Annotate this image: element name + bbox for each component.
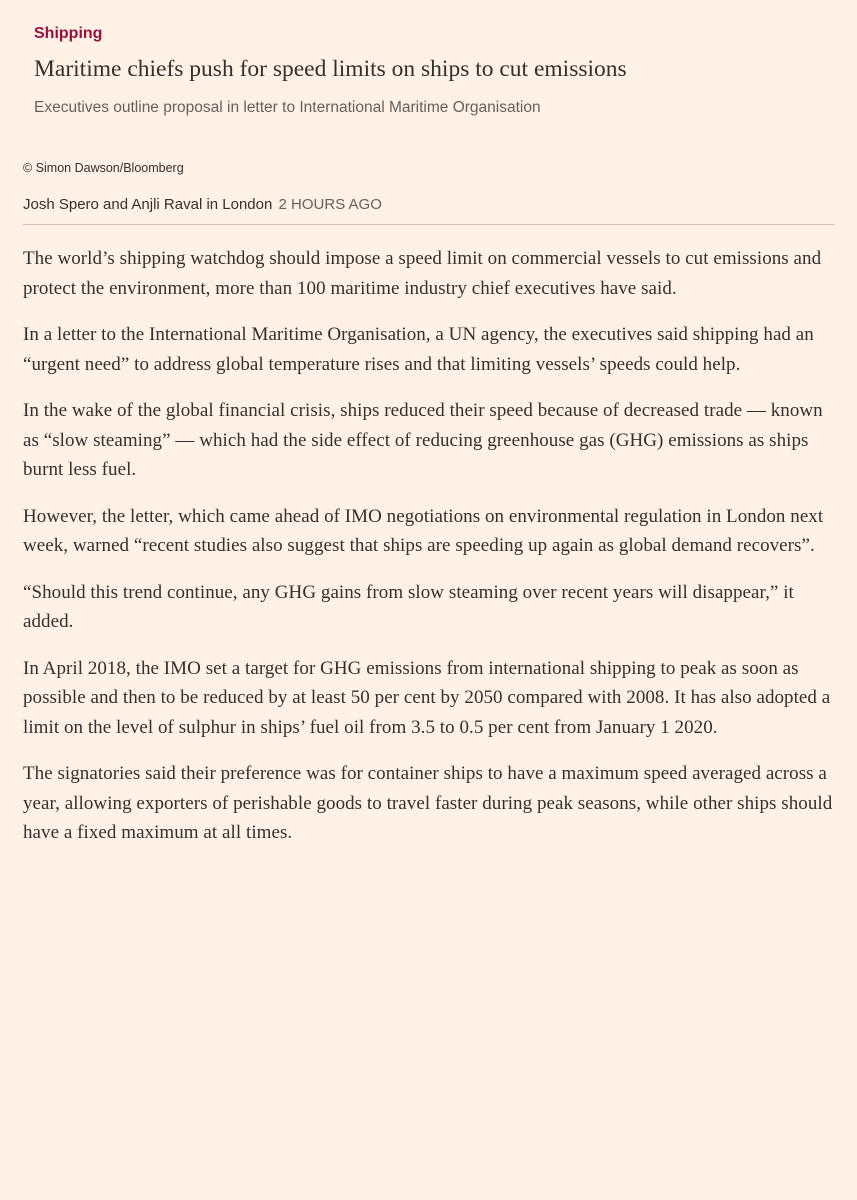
body-paragraph: “Should this trend continue, any GHG gains from slow steaming over recent years will disappear,” it added.	[23, 581, 794, 632]
body-paragraph: In a letter to the International Maritime Organisation, a UN agency, the executives said shipping had an “urgent need” to address global temperature rises and that limiting vessels’ speeds could help.	[23, 324, 814, 375]
byline	[23, 195, 382, 215]
standfirst: Executives outline proposal in letter to International Maritime Organisation	[34, 99, 541, 116]
body-paragraph: The world’s shipping watchdog should impose a speed limit on commercial vessels to cut emissions and protect the environment, more than 100 maritime industry chief executives have said.	[23, 248, 822, 299]
body-paragraph: In April 2018, the IMO set a target for GHG emissions from international shipping to peak as soon as possible and then to be reduced by at least 50 per cent by 2050 compared with 2008. It has also adopted a limit on the level of sulphur in ships’ fuel oil from 3.5 to 0.5 per cent from January 1 2020.	[23, 657, 831, 738]
body-paragraph: However, the letter, which came ahead of IMO negotiations on environmental regulation in London next week, warned “recent studies also suggest that ships are speeding up again as global demand recovers”.	[23, 505, 824, 556]
section-link[interactable]: Shipping	[34, 25, 103, 42]
byline-authors[interactable]: Josh Spero and Anjli Raval in London	[23, 196, 273, 213]
body-paragraph: The signatories said their preference was for container ships to have a maximum speed averaged across a year, allowing exporters of perishable goods to travel faster during peak seasons, while other ships should have a fixed maximum at all times.	[23, 763, 833, 843]
article-body	[23, 244, 835, 865]
body-paragraph: In the wake of the global financial crisis, ships reduced their speed because of decreased trade — known as “slow steaming” — which had the side effect of reducing greenhouse gas (GHG) emissions as ships burnt less fuel.	[23, 400, 823, 480]
byline-timestamp: 2 HOURS AGO	[278, 196, 382, 213]
image-credit: © Simon Dawson/Bloomberg	[23, 161, 184, 175]
byline-divider	[23, 224, 835, 225]
headline: Maritime chiefs push for speed limits on ships to cut emissions	[34, 56, 627, 82]
